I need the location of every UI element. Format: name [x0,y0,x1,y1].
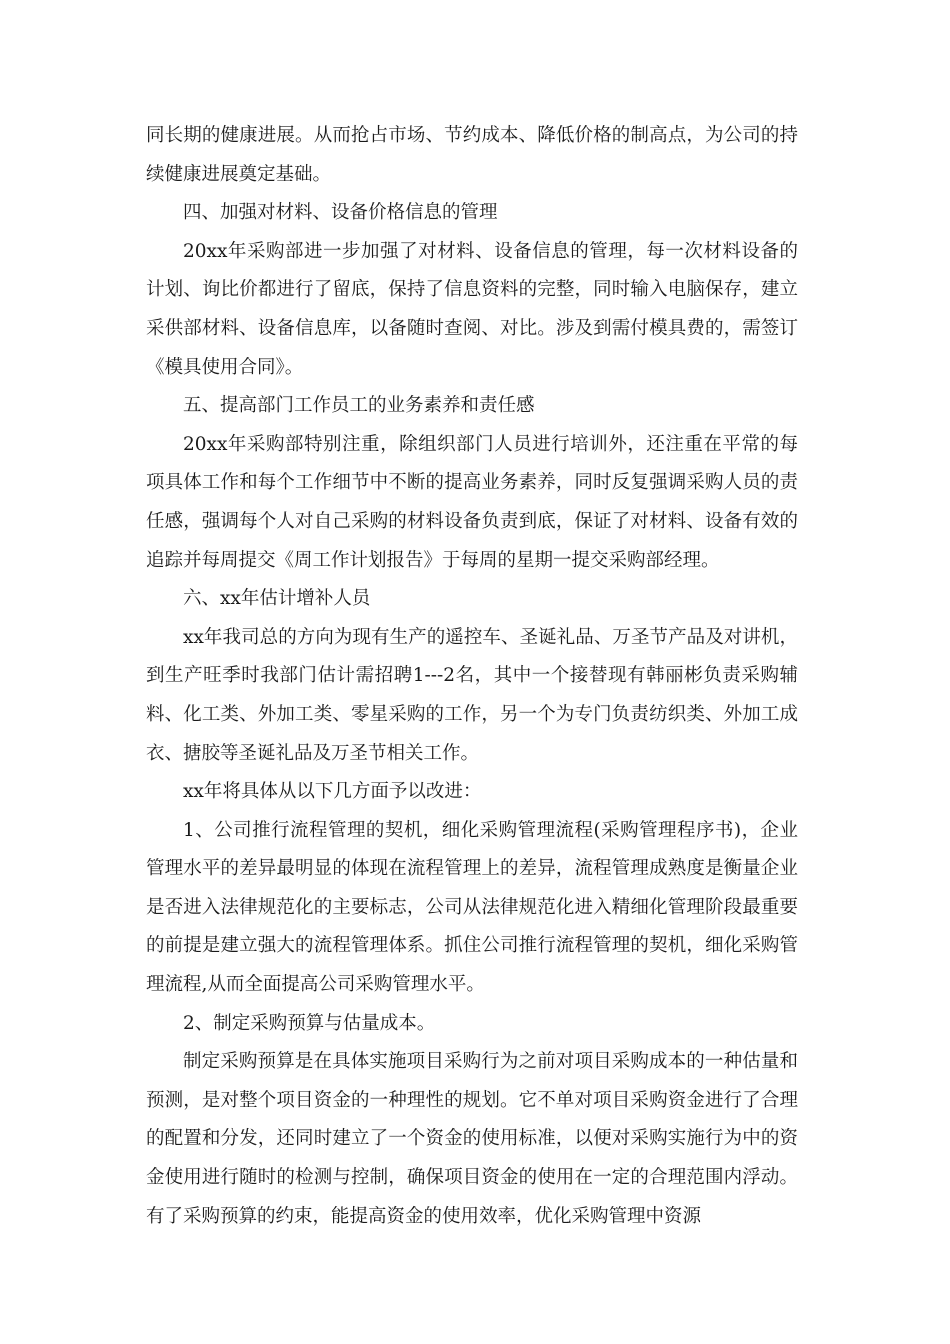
body-paragraph: 同长期的健康进展。从而抢占市场、节约成本、降低价格的制高点，为公司的持续健康进展奠定基础。 [146,125,798,185]
section-heading: 四、加强对材料、设备价格信息的管理 [183,202,498,224]
body-paragraph: xx年我司总的方向为现有生产的遥控车、圣诞礼品、万圣节产品及对讲机，到生产旺季时我部门估计需招聘1---2名，其中一个接替现有韩丽彬负责采购辅料、化工类、外加工类、零星采购的工作，另一个为专门负责纺织类、外加工成衣、搪胶等圣诞礼品及万圣节相关工作。 [146,626,798,764]
numbered-heading: 2、制定采购预算与估量成本。 [183,1012,436,1034]
document-page [146,117,798,1236]
section-heading: 五、提高部门工作员工的业务素养和责任感 [183,395,535,417]
body-paragraph: xx年将具体从以下几方面予以改进： [183,781,482,803]
body-paragraph: 制定采购预算是在具体实施项目采购行为之前对项目采购成本的一种估量和预测，是对整个项目资金的一种理性的规划。它不单对项目采购资金进行了合理的配置和分发，还同时建立了一个资金的使用标准，以便对采购实施行为中的资金使用进行随时的检测与控制，确保项目资金的使用在一定的合理范围内浮动。有了采购预算的约束，能提高资金的使用效率，优化采购管理中资源 [146,1051,798,1227]
body-paragraph: 20xx年采购部特别注重，除组织部门人员进行培训外，还注重在平常的每项具体工作和每个工作细节中不断的提高业务素养，同时反复强调采购人员的责任感，强调每个人对自己采购的材料设备负责到底，保证了对材料、设备有效的追踪并每周提交《周工作计划报告》于每周的星期一提交采购部经理。 [146,433,798,571]
section-heading: 六、xx年估计增补人员 [183,588,371,610]
numbered-paragraph: 1、公司推行流程管理的契机，细化采购管理流程(采购管理程序书)，企业管理水平的差异最明显的体现在流程管理上的差异，流程管理成熟度是衡量企业是否进入法律规范化的主要标志，公司从法律规范化进入精细化管理阶段最重要的前提是建立强大的流程管理体系。抓住公司推行流程管理的契机，细化采购管理流程,从而全面提高公司采购管理水平。 [146,819,798,996]
body-paragraph: 20xx年采购部进一步加强了对材料、设备信息的管理，每一次材料设备的计划、询比价都进行了留底，保持了信息资料的完整，同时输入电脑保存，建立采供部材料、设备信息库，以备随时查阅、对比。涉及到需付模具费的，需签订《模具使用合同》。 [146,240,798,378]
